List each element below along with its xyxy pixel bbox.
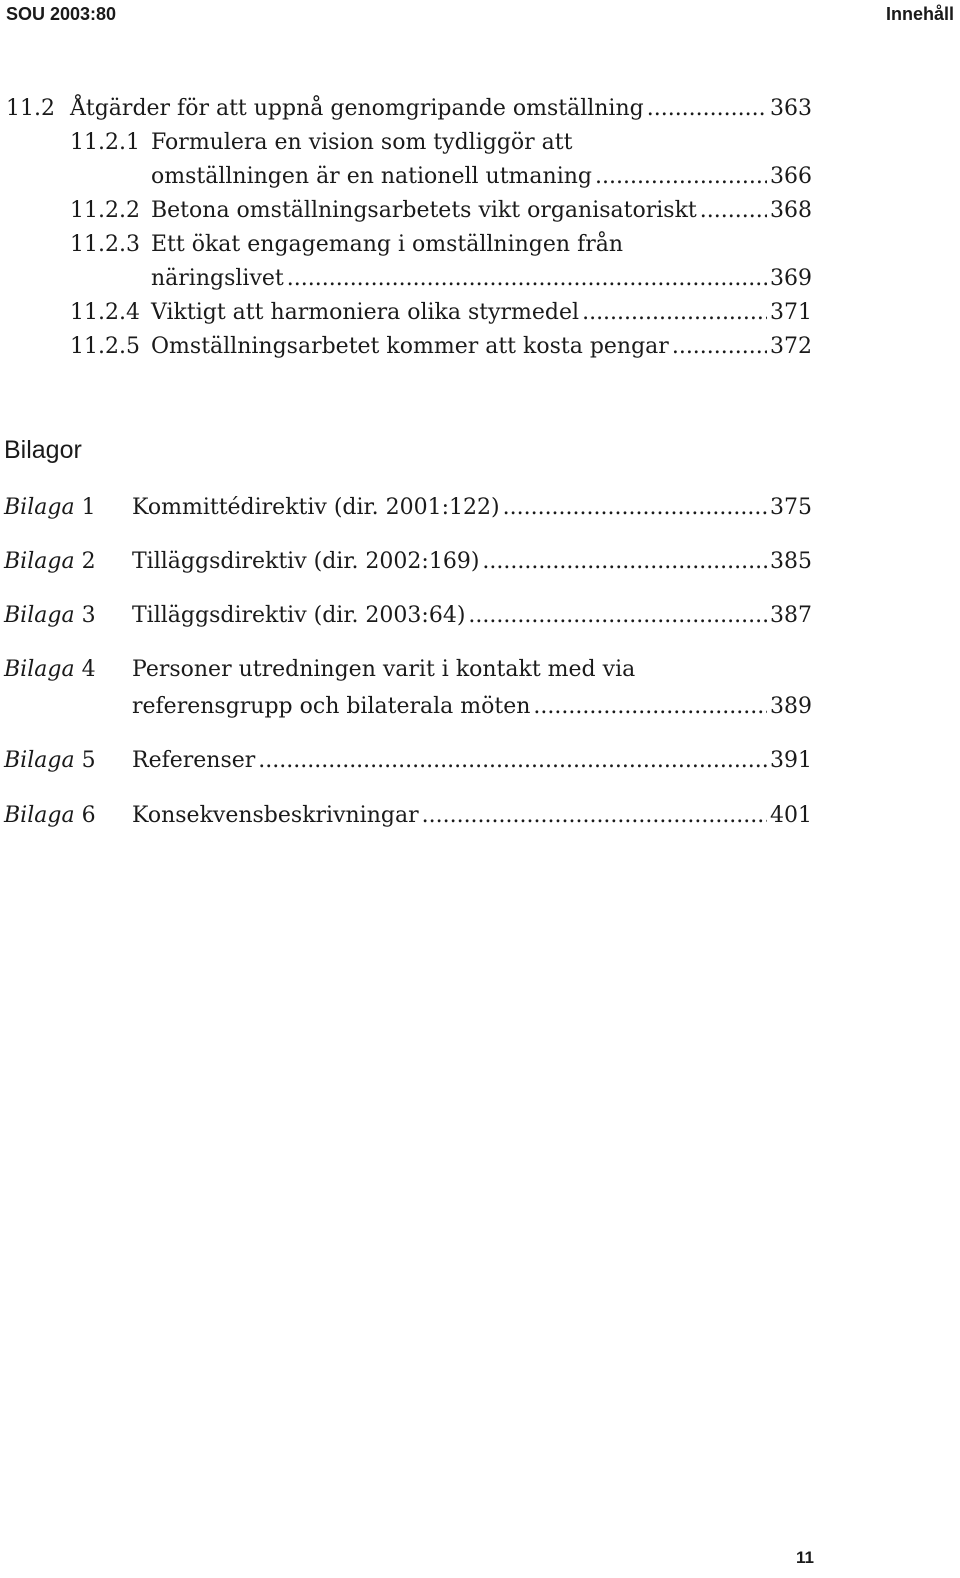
- leader-dots: [700, 194, 767, 228]
- toc-entry-title-line2: näringslivet: [151, 266, 284, 291]
- appendix-title: Kommittédirektiv (dir. 2001:122): [132, 495, 500, 520]
- toc-entry-title: Åtgärder för att uppnå genomgripande omställning: [70, 96, 644, 121]
- leader-dots: [482, 544, 767, 580]
- document-id: SOU 2003:80: [6, 4, 117, 24]
- appendix-label: [4, 652, 132, 688]
- leader-dots: [595, 160, 767, 194]
- appendix-label: [4, 598, 132, 634]
- leader-dots: [533, 689, 767, 725]
- toc-entry-page: 369: [770, 266, 812, 291]
- section-name: Innehåll: [885, 4, 954, 24]
- toc-entry-page: 371: [770, 300, 812, 325]
- toc-entry[interactable]: [70, 126, 812, 160]
- toc-entry-continuation[interactable]: [151, 262, 812, 296]
- appendix-page: 391: [770, 748, 812, 773]
- appendix-entry[interactable]: [4, 798, 812, 834]
- page-number: 11: [796, 1548, 814, 1567]
- appendix-entry[interactable]: [4, 652, 812, 688]
- toc-entry-continuation[interactable]: [151, 160, 812, 194]
- toc-entry-title: Betona omställningsarbetets vikt organisatoriskt: [151, 198, 697, 223]
- leader-dots: [647, 92, 767, 126]
- appendix-label-word: Bilaga: [4, 803, 75, 828]
- appendix-entry-continuation[interactable]: [132, 689, 812, 725]
- appendix-entry[interactable]: [4, 743, 812, 779]
- toc-entry[interactable]: [70, 296, 812, 330]
- appendix-number: 4: [81, 657, 96, 682]
- toc-entry[interactable]: [6, 92, 812, 126]
- appendix-number: 2: [81, 549, 96, 574]
- appendix-label-word: Bilaga: [4, 748, 75, 773]
- appendix-label-word: Bilaga: [4, 657, 75, 682]
- toc-entry-number: 11.2.1: [70, 130, 140, 155]
- appendix-number: 1: [81, 495, 96, 520]
- toc-entry-number: 11.2.2: [70, 198, 140, 223]
- leader-dots: [503, 490, 767, 526]
- appendix-entry[interactable]: [4, 490, 812, 526]
- appendix-number: 5: [81, 748, 96, 773]
- toc-entry-number: 11.2.4: [70, 300, 140, 325]
- appendices-heading: Bilagor: [4, 436, 82, 464]
- toc-entry-page: 366: [770, 164, 812, 189]
- appendix-label-word: Bilaga: [4, 549, 75, 574]
- appendix-label: [4, 743, 132, 779]
- appendix-label: [4, 490, 132, 526]
- appendix-title: Referenser: [132, 748, 256, 773]
- appendix-number: 6: [81, 803, 96, 828]
- leader-dots: [468, 598, 767, 634]
- appendix-page: 385: [770, 549, 812, 574]
- toc-entry-title: Omställningsarbetet kommer att kosta pengar: [151, 334, 669, 359]
- leader-dots: [258, 743, 767, 779]
- appendix-label: [4, 798, 132, 834]
- toc-entry-title-line1: Ett ökat engagemang i omställningen från: [151, 232, 624, 257]
- appendix-title: Konsekvensbeskrivningar: [132, 803, 419, 828]
- toc-entry-page: 368: [770, 198, 812, 223]
- leader-dots: [672, 330, 767, 364]
- appendix-entry[interactable]: [4, 598, 812, 634]
- appendix-page: 387: [770, 603, 812, 628]
- appendix-page: 389: [770, 694, 812, 719]
- appendix-label: [4, 544, 132, 580]
- toc-entry-title-line2: omställningen är en nationell utmaning: [151, 164, 592, 189]
- appendix-label-word: Bilaga: [4, 603, 75, 628]
- appendix-title: Tilläggsdirektiv (dir. 2003:64): [132, 603, 466, 628]
- appendix-number: 3: [81, 603, 96, 628]
- toc-entry-page: 372: [770, 334, 812, 359]
- toc-entry[interactable]: [70, 330, 812, 364]
- toc-entry[interactable]: [70, 194, 812, 228]
- toc-entry-number: 11.2: [6, 96, 55, 121]
- appendix-title-line2: referensgrupp och bilaterala möten: [132, 694, 531, 719]
- toc-entry-page: 363: [770, 96, 812, 121]
- toc-entry[interactable]: [70, 228, 812, 262]
- appendix-entry[interactable]: [4, 544, 812, 580]
- toc-entry-title-line1: Formulera en vision som tydliggör att: [151, 130, 573, 155]
- appendix-label-word: Bilaga: [4, 495, 75, 520]
- running-header: [6, 4, 954, 28]
- leader-dots: [582, 296, 767, 330]
- appendix-page: 401: [770, 803, 812, 828]
- toc-entry-number: 11.2.5: [70, 334, 140, 359]
- leader-dots: [287, 262, 767, 296]
- toc-entry-title: Viktigt att harmoniera olika styrmedel: [151, 300, 580, 325]
- appendix-page: 375: [770, 495, 812, 520]
- leader-dots: [422, 798, 767, 834]
- toc-entry-number: 11.2.3: [70, 232, 140, 257]
- appendix-title-line1: Personer utredningen varit i kontakt med via: [132, 657, 636, 682]
- appendix-title: Tilläggsdirektiv (dir. 2002:169): [132, 549, 480, 574]
